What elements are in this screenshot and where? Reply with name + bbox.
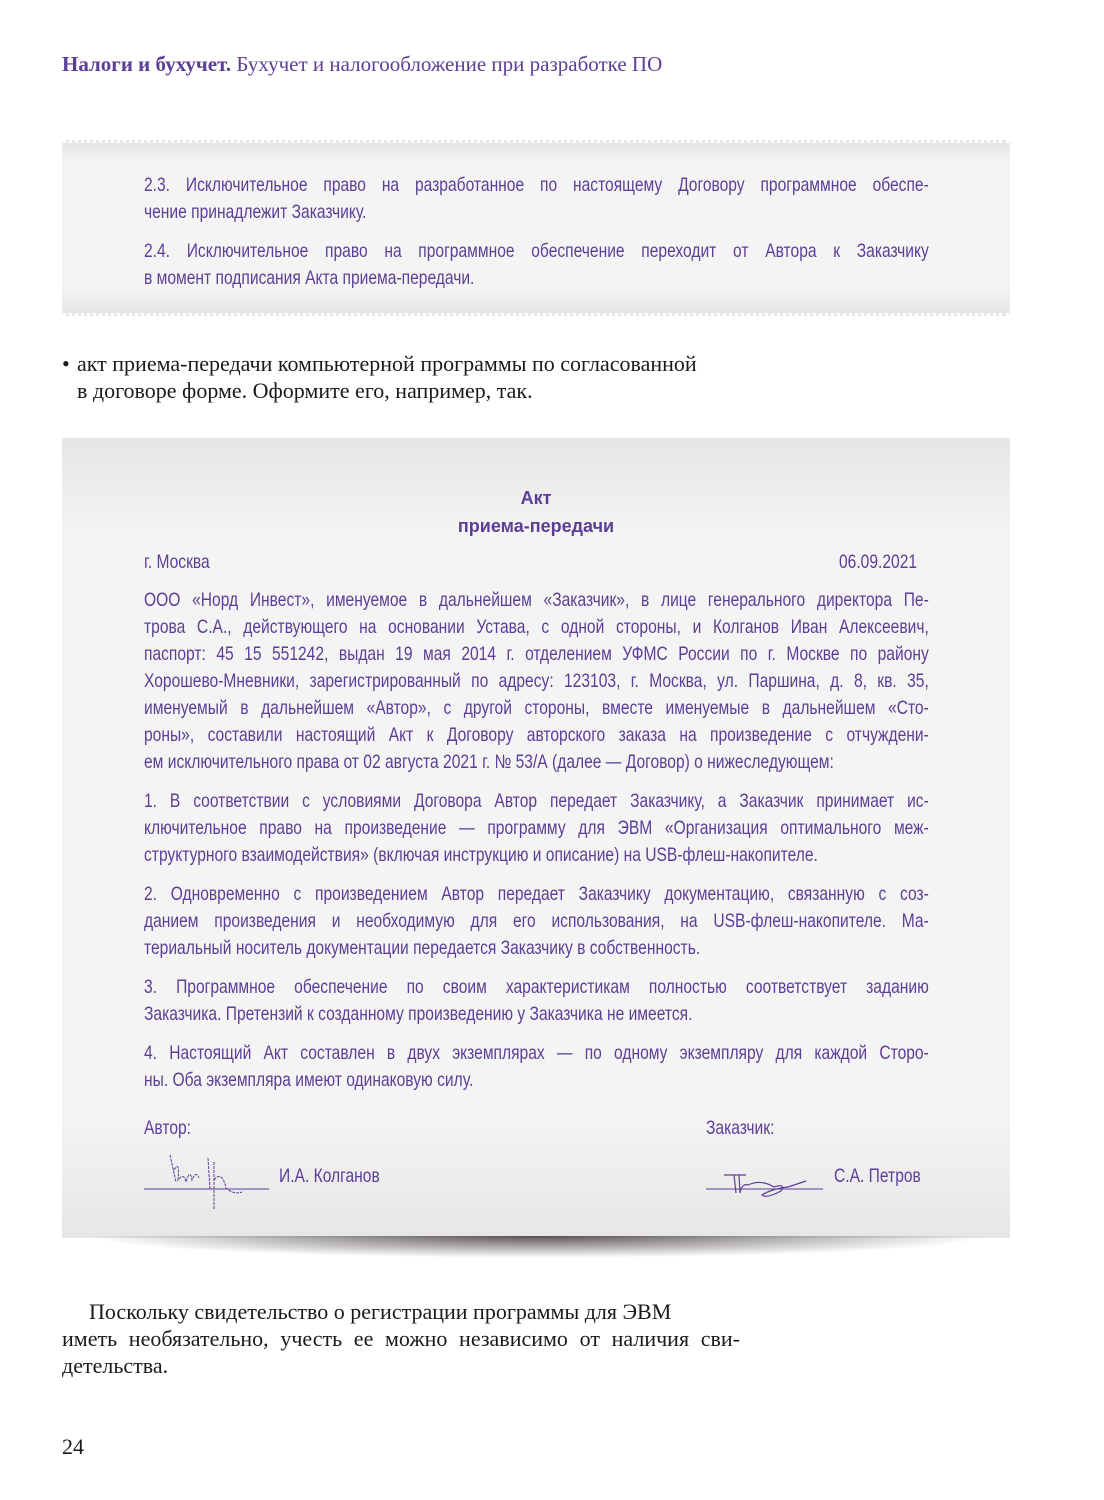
text-line: ключительное право на произведение — программу для ЭВМ «Организация оптимального меж- (144, 817, 929, 839)
text-line: ем исключительного права от 02 августа 2021 г. № 53/А (далее — Договор) о нижеследующем: (144, 751, 834, 773)
paragraph (144, 172, 929, 226)
act-title-line1: Акт (520, 488, 552, 508)
closing-line: детельства. (62, 1353, 169, 1378)
contract-excerpt-text (144, 172, 929, 304)
text-line: трова С.А., действующего на основании Устава, с одной стороны, и Колганов Иван Алексеевич, (144, 616, 929, 638)
bullet-line: акт приема-передачи компьютерной программы по согласованной (77, 351, 697, 376)
paragraph (144, 881, 929, 962)
text-line: ны. Оба экземпляра имеют одинаковую силу. (144, 1069, 474, 1091)
act-date: 06.09.2021 (839, 551, 918, 573)
paragraph (144, 788, 929, 869)
text-line: 4. Настоящий Акт составлен в двух экземплярах — по одному экземпляру для каждой Сторо- (144, 1042, 929, 1064)
text-line: 2.3. Исключительное право на разработанное по настоящему Договору программное обеспе- (144, 174, 929, 196)
act-title (62, 484, 1010, 540)
text-line: чение принадлежит Заказчику. (144, 201, 367, 223)
author-label: Автор: (144, 1117, 192, 1139)
paragraph (144, 1040, 929, 1094)
text-line: данием произведения и необходимую для его использования, на USB-флеш-накопителе. Ма- (144, 910, 929, 932)
text-line: териальный носитель документации передается Заказчику в собственность. (144, 937, 701, 959)
customer-name: С.А. Петров (834, 1165, 921, 1187)
act-city: г. Москва (144, 551, 210, 573)
act-body (144, 587, 929, 1106)
text-line: ООО «Норд Инвест», именуемое в дальнейшем «Заказчик», в лице генерального директора Пе- (144, 589, 929, 611)
text-line: Заказчика. Претензий к созданному произведению у Заказчика не имеется. (144, 1003, 693, 1025)
author-signature-icon (144, 1150, 274, 1215)
box-shadow (85, 1236, 990, 1258)
act-title-line2: приема-передачи (457, 516, 615, 536)
customer-signature-icon (706, 1165, 831, 1205)
text-line: Хорошево-Мневники, зарегистрированный по адресу: 123103, г. Москва, ул. Паршина, д. 8, кв. 35, (144, 670, 929, 692)
text-line: именуемый в дальнейшем «Автор», с другой стороны, вместе именуемые в дальнейшем «Сто- (144, 697, 929, 719)
closing-paragraph (62, 1298, 740, 1379)
header-title: Бухучет и налогообложение при разработке ПО (236, 52, 663, 76)
running-header (62, 52, 662, 77)
text-line: роны», составили настоящий Акт к Договору авторского заказа на произведение с отчуждени- (144, 724, 929, 746)
page-number: 24 (62, 1434, 84, 1459)
paragraph (144, 587, 929, 776)
text-line: структурного взаимодействия» (включая инструкцию и описание) на USB-флеш-накопителе. (144, 844, 818, 866)
text-line: 2. Одновременно с произведением Автор передает Заказчику документацию, связанную с соз- (144, 883, 929, 905)
author-name: И.А. Колганов (279, 1165, 380, 1187)
bullet-text (77, 350, 697, 404)
paragraph (144, 238, 929, 292)
text-line: 1. В соответствии с условиями Договора Автор передает Заказчику, а Заказчик принимает ис- (144, 790, 929, 812)
header-section: Налоги и бухучет. (62, 52, 232, 76)
bullet-marker: • (62, 351, 70, 376)
closing-line: иметь необязательно, учесть ее можно независимо от наличия сви- (62, 1326, 740, 1351)
text-line: 2.4. Исключительное право на программное обеспечение переходит от Автора к Заказчику (144, 240, 929, 262)
customer-label: Заказчик: (706, 1117, 775, 1139)
bullet-line: в договоре форме. Оформите его, например, так. (77, 378, 533, 403)
paragraph (144, 974, 929, 1028)
text-line: 3. Программное обеспечение по своим характеристикам полностью соответствует заданию (144, 976, 929, 998)
closing-line: Поскольку свидетельство о регистрации программы для ЭВМ (89, 1299, 672, 1324)
text-line: паспорт: 45 15 551242, выдан 19 мая 2014 г. отделением УФМС России по г. Москве по району (144, 643, 929, 665)
text-line: в момент подписания Акта приема-передачи. (144, 267, 475, 289)
